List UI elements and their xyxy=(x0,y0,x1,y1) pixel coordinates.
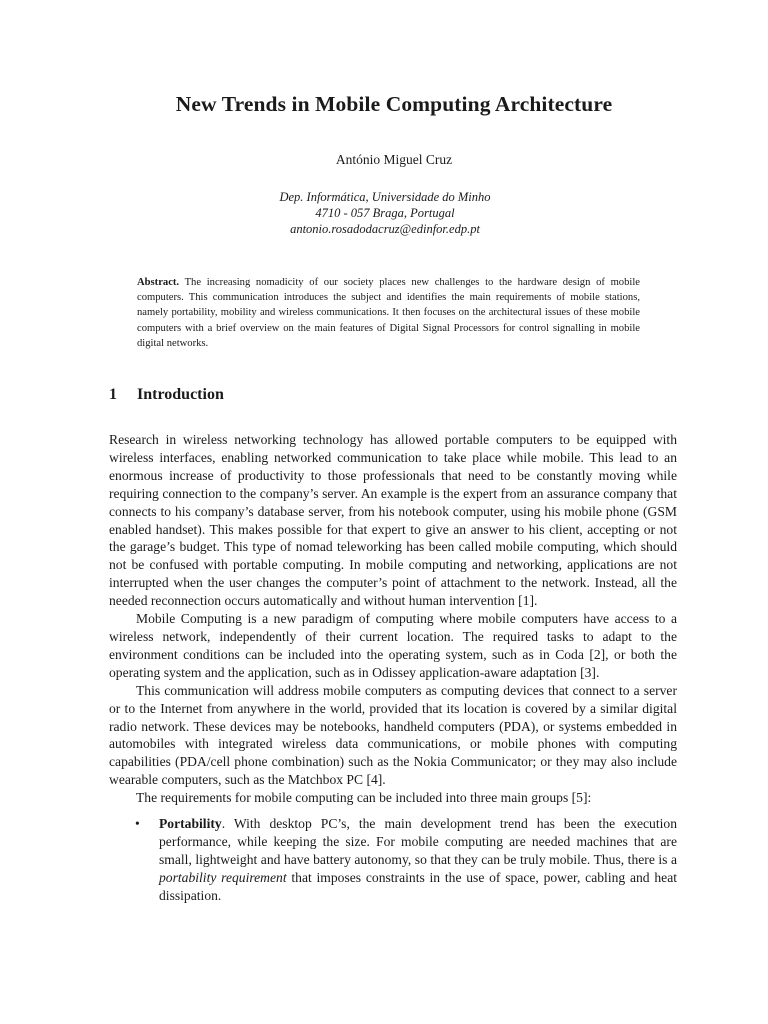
paragraph: The requirements for mobile computing can be included into three main groups [5]: xyxy=(136,790,592,806)
affiliation-department: Dep. Informática, Universidade do Minho xyxy=(279,190,491,204)
affiliation-email: antonio.rosadodacruz@edinfor.edp.pt xyxy=(290,222,480,236)
bullet-icon: • xyxy=(135,816,140,832)
section-title: Introduction xyxy=(137,386,224,403)
paragraph: Research in wireless networking technology has allowed portable computers to be equipped with wireless interfaces, enabling networked communication to take place while mobile. This lead to an enormous increase of productivity to those professionals that need to be constantly moving while requiring connection to the company’s server. An example is the expert from an assurance company that connects to his company’s database server, from his notebook computer, using his mobile phone (GSM enabled handset). This makes possible for that expert to give an answer to his client, accepting or not the garage’s budget. This type of nomad teleworking has been called mobile computing, which should not be confused with portable computing. In mobile computing and networking, applications are not interrupted when the user changes the computer’s point of attachment to the network. Instead, all the needed reconnection occurs automatically and without human intervention [1]. xyxy=(109,432,677,609)
paper-title: New Trends in Mobile Computing Architecture xyxy=(175,92,613,116)
section-number: 1 xyxy=(109,386,117,403)
bullet-term: Portability xyxy=(159,816,222,832)
bullet-text-end: that imposes constraints in the use of space, power, cabling and heat dissipation. xyxy=(159,869,678,903)
paragraph: Mobile Computing is a new paradigm of computing where mobile computers have access to a wireless network, independently of their current location. The required tasks to adapt to the environment conditions can be included into the operating system, such as in Coda [2], or both the operating system and the application, such as in Odissey application-aware adaptation [3]. xyxy=(109,611,677,680)
bullet-emphasis: portability requirement xyxy=(159,869,287,885)
abstract xyxy=(137,275,640,351)
paragraph: This communication will address mobile computers as computing devices that connect to a server or to the Internet from anywhere in the world, provided that its location is covered by a similar digital radio network. These devices may be notebooks, handheld computers (PDA), or systems embedded in automobiles with integrated wireless data communications, or mobile phones with computing capabilities (PDA/cell phone combination) such as the Nokia Communicator; or they may also include wearable computers, such as the Matchbox PC [4]. xyxy=(109,682,677,788)
requirements-list xyxy=(109,815,677,905)
section-heading xyxy=(109,386,224,404)
section-body xyxy=(109,431,677,905)
author-name: António Miguel Cruz xyxy=(335,152,453,167)
abstract-text: The increasing nomadicity of our society places new challenges to the hardware design of mobile computers. This communication introduces the subject and identifies the main requirements of mobile stations, namely portability, mobility and wireless communications. It then focuses on the architectural issues of these mobile computers with a brief overview on the main features of Digital Signal Processors for control signalling in mobile digital networks. xyxy=(137,277,640,349)
affiliation-address: 4710 - 057 Braga, Portugal xyxy=(315,206,455,220)
author-affiliation xyxy=(0,189,768,237)
list-item xyxy=(109,815,677,905)
abstract-label: Abstract. xyxy=(137,277,180,288)
bullet-text: . With desktop PC’s, the main development trend has been the execution performance, while keeping the size. For mobile computing are needed machines that are small, lightweight and have battery autonomy, so that they can be truly mobile. Thus, there is a xyxy=(159,816,677,867)
